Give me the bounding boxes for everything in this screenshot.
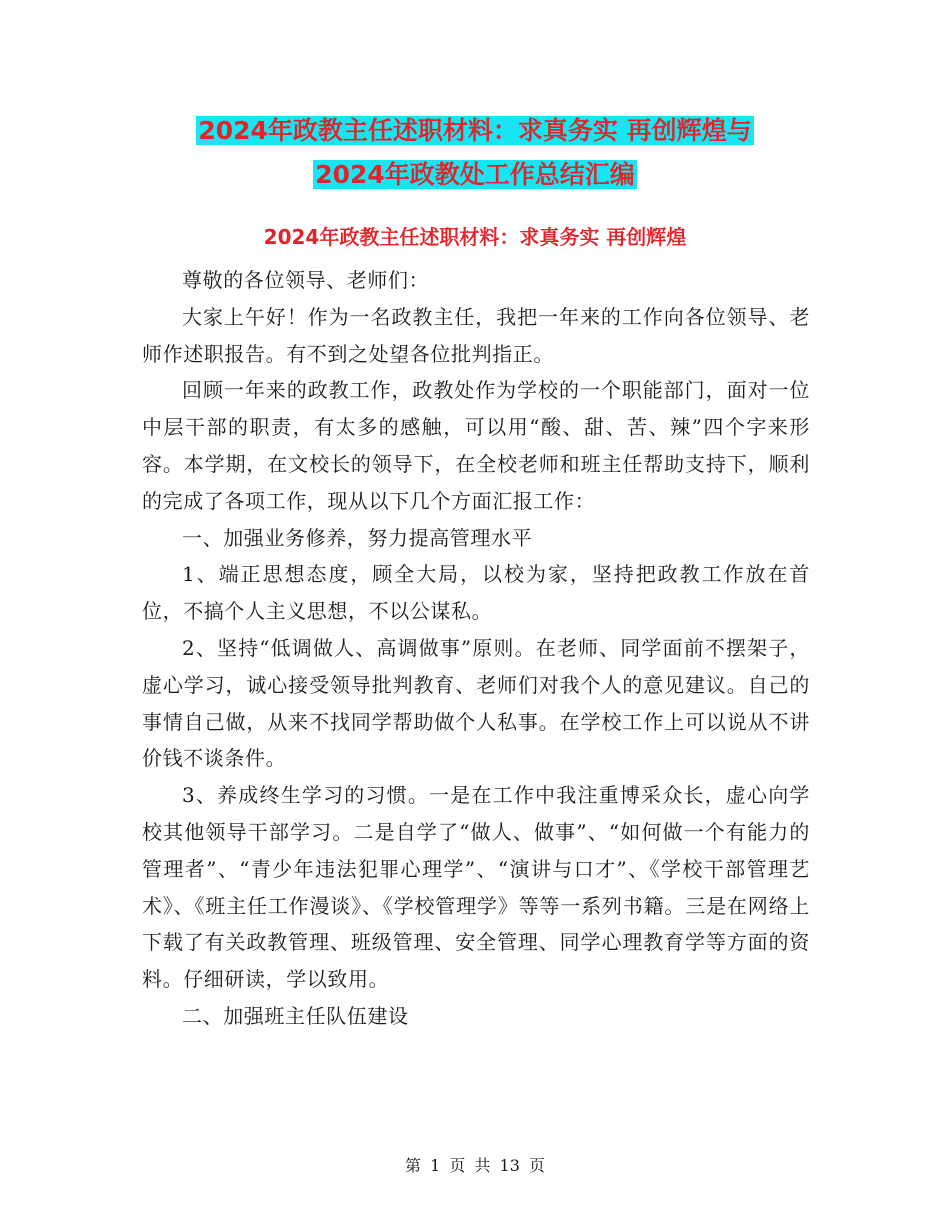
document-title-line-2	[0, 157, 950, 193]
salutation: 尊敬的各位领导、老师们：	[182, 268, 430, 292]
paragraph: 3、养成终生学习的习惯。一是在工作中我注重博采众长，虚心向学校其他领导干部学习。二是自学了“做人、做事”、“如何做一个有能力的管理者”、“青少年违法犯罪心理学”、“演讲与口才”、《学校干部管理艺术》、《班主任工作漫谈》、《学校管理学》等等一系列书籍。三是在网络上下载了有关政教管理、班级管理、安全管理、同学心理教育学等方面的资料。仔细研读，学以致用。	[142, 783, 810, 992]
document-title-line-1	[0, 113, 950, 149]
section-heading: 一、加强业务修养，努力提高管理水平	[182, 525, 533, 550]
title-highlight: 2024年政教处工作总结汇编	[315, 160, 635, 189]
section-title: 2024年政教主任述职材料：求真务实 再创辉煌	[263, 225, 687, 249]
document-body	[142, 262, 810, 1035]
paragraph: 回顾一年来的政教工作，政教处作为学校的一个职能部门，面对一位中层干部的职责，有太多的感触，可以用“酸、甜、苦、辣”四个字来形容。本学期，在文校长的领导下，在全校老师和班主任帮助支持下，顺利的完成了各项工作，现从以下几个方面汇报工作：	[142, 378, 810, 513]
paragraph: 1、端正思想态度，顾全大局，以校为家，坚持把政教工作放在首位，不搞个人主义思想，不以公谋私。	[142, 562, 810, 624]
paragraph: 大家上午好！作为一名政教主任，我把一年来的工作向各位领导、老师作述职报告。有不到之处望各位批判指正。	[142, 304, 810, 366]
title-highlight: 2024年政教主任述职材料：求真务实 再创辉煌与	[198, 116, 752, 145]
paragraph: 2、坚持“低调做人、高调做事”原则。在老师、同学面前不摆架子，虚心学习，诚心接受领导批判教育、老师们对我个人的意见建议。自己的事情自己做，从来不找同学帮助做个人私事。在学校工作上可以说从不讲价钱不谈条件。	[142, 635, 810, 771]
section-heading: 二、加强班主任队伍建设	[182, 1003, 409, 1028]
page-number-footer: 第 1 页 共 13 页	[405, 1156, 545, 1175]
